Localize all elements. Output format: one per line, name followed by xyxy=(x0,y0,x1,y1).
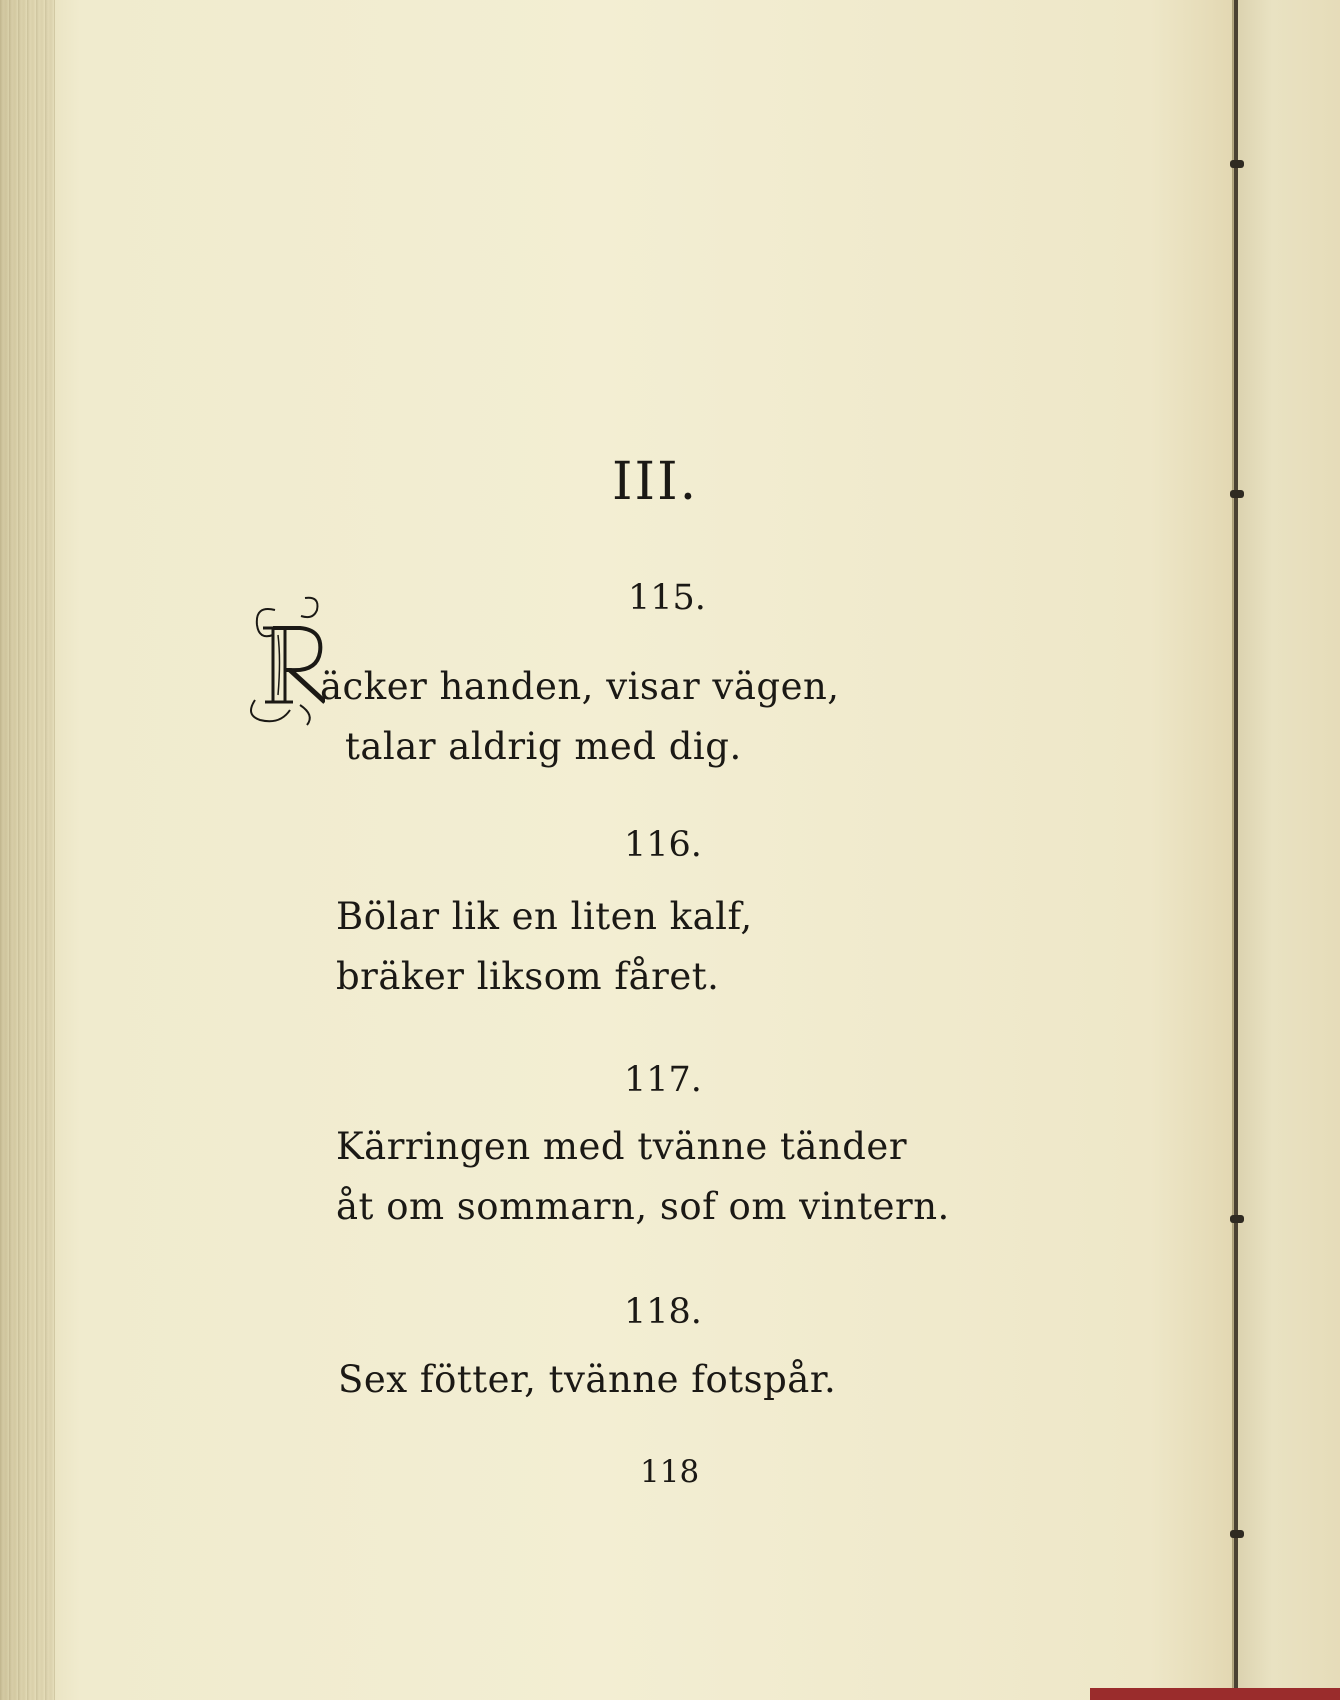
riddle-number: 118. xyxy=(624,1292,702,1332)
riddle-line: åt om sommarn, sof om vintern. xyxy=(336,1185,950,1228)
ornamental-dropcap-r-icon xyxy=(245,590,325,730)
book-gutter xyxy=(1232,0,1340,1700)
riddle-line: Kärringen med tvänne tänder xyxy=(336,1125,908,1168)
binding-stitch xyxy=(1230,160,1244,168)
riddle-line: talar aldrig med dig. xyxy=(345,725,742,768)
riddle-line: bräker liksom fåret. xyxy=(336,955,720,998)
binding-spine xyxy=(1234,0,1238,1700)
section-heading: III. xyxy=(612,452,699,512)
riddle-number: 115. xyxy=(628,578,706,618)
riddle-line: Sex fötter, tvänne fotspår. xyxy=(338,1358,837,1401)
binding-stitch xyxy=(1230,1530,1244,1538)
binding-stitch xyxy=(1230,1215,1244,1223)
page-number: 118 xyxy=(640,1454,700,1490)
riddle-number: 117. xyxy=(624,1060,702,1100)
binding-stitch xyxy=(1230,490,1244,498)
riddle-number: 116. xyxy=(624,825,702,865)
page-stack-edge xyxy=(0,0,55,1700)
riddle-line: äcker handen, visar vägen, xyxy=(320,665,840,708)
riddle-line: Bölar lik en liten kalf, xyxy=(336,895,753,938)
cover-edge xyxy=(1090,1688,1340,1700)
